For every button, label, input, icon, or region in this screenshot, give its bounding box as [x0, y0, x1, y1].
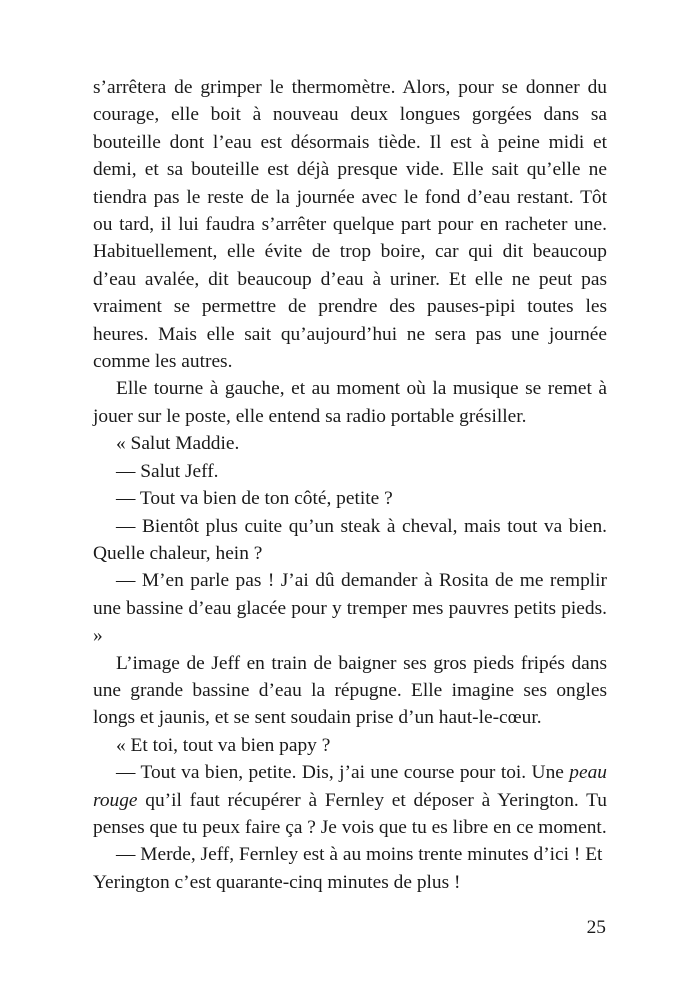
- dialogue-line: — Bientôt plus cuite qu’un steak à cheval, mais tout va bien. Quelle chaleur, hein ?: [93, 515, 607, 564]
- dialogue-line: « Salut Maddie.: [116, 433, 240, 455]
- dialogue-line: — Merde, Jeff, Fernley est à au moins trente minutes d’ici ! Et Yerington c’est quarante-cinq minutes de plus !: [93, 844, 603, 893]
- dialogue-line: — M’en parle pas ! J’ai dû demander à Rosita de me remplir une bassine d’eau glacée pour y tremper mes pauvres petits pieds. »: [93, 570, 607, 647]
- dialogue-line: — Tout va bien de ton côté, petite ?: [116, 488, 393, 510]
- paragraph-narration: Elle tourne à gauche, et au moment où la musique se remet à jouer sur le poste, elle entend sa radio portable grésiller.: [93, 378, 607, 427]
- paragraph-narration: L’image de Jeff en train de baigner ses gros pieds fripés dans une grande bassine d’eau la répugne. Elle imagine ses ongles longs et jaunis, et se sent soudain prise d’un haut-le-cœur.: [93, 652, 607, 729]
- dialogue-line: — Salut Jeff.: [116, 460, 219, 482]
- dialogue-text: — Tout va bien, petite. Dis, j’ai une course pour toi. Une: [116, 762, 570, 784]
- body-text: [93, 74, 607, 896]
- italic-phrase: peau rouge: [93, 762, 607, 811]
- dialogue-line: « Et toi, tout va bien papy ?: [116, 734, 331, 756]
- page-number: 25: [586, 917, 606, 938]
- dialogue-line: [93, 759, 607, 841]
- paragraph-continuation: s’arrêtera de grimper le thermomètre. Alors, pour se donner du courage, elle boit à nouveau deux longues gorgées dans sa bouteille dont l’eau est désormais tiède. Il est à peine midi et demi, et sa bouteille est déjà presque vide. Elle sait qu’elle ne tiendra pas le reste de la journée avec le fond d’eau restant. Tôt ou tard, il lui faudra s’arrêter quelque part pour en racheter une. Habituellement, elle évite de trop boire, car qui dit beaucoup d’eau avalée, dit beaucoup d’eau à uriner. Et elle ne peut pas vraiment se permettre de prendre des pauses-pipi toutes les heures. Mais elle sait qu’aujourd’hui ne sera pas une journée comme les autres.: [93, 77, 607, 373]
- dialogue-text: qu’il faut récupérer à Fernley et déposer à Yerington. Tu penses que tu peux faire ça ? Je vois que tu es libre en ce moment.: [93, 789, 607, 838]
